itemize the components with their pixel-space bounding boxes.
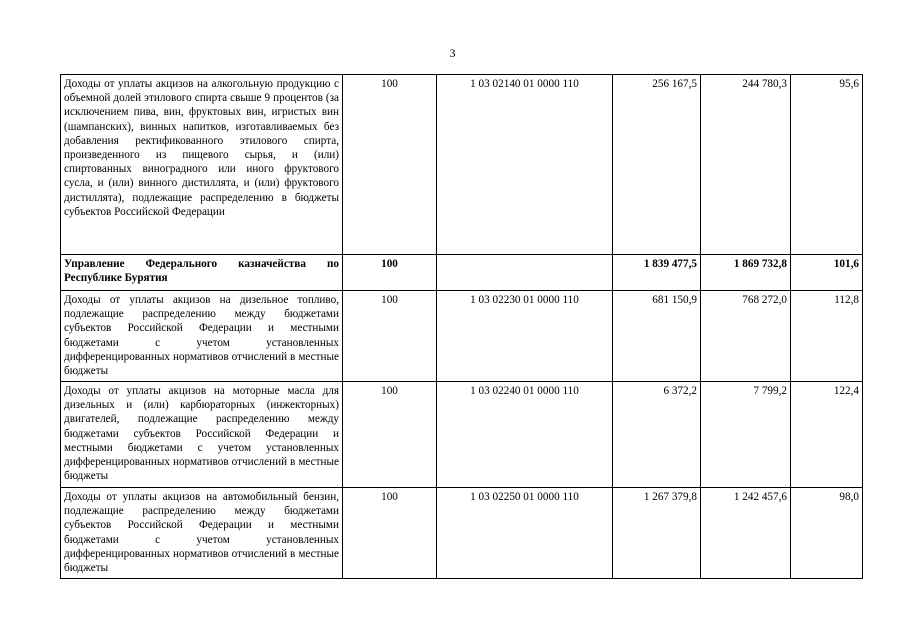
revenue-name-cell: Доходы от уплаты акцизов на дизельное топливо, подлежащие распределению между бюджетами субъектов Российской Федерации и местными бюджетами с учетом установленных дифференцированных нормативов отчислений в местные бюджеты — [61, 291, 343, 382]
execution-percent-cell: 122,4 — [791, 382, 863, 488]
budget-code-cell: 1 03 02230 01 0000 110 — [437, 291, 613, 382]
execution-percent-cell: 98,0 — [791, 488, 863, 579]
revenue-name-cell: Доходы от уплаты акцизов на моторные масла для дизельных и (или) карбюраторных (инжекторных) двигателей, подлежащие распределению между бюджетами субъектов Российской Федерации и местными бюджетами с учетом установленных дифференцированных нормативов отчислений в местные бюджеты — [61, 382, 343, 488]
revenue-name-cell: Доходы от уплаты акцизов на алкогольную продукцию с объемной долей этилового спирта свыше 9 процентов (за исключением пива, вин, фруктовых вин, игристых вин (шампанских), винных напитков, изготавливаемых без добавления ректификованного этилового спирта, произведенного из пищевого сырья, и (или) спиртованных виноградного или иного фруктового сусла, и (или) винного дистиллята, и (или) фруктового дистиллята), подлежащие распределению в бюджеты субъектов Российской Федерации — [61, 75, 343, 255]
budget-code-cell: 1 03 02250 01 0000 110 — [437, 488, 613, 579]
table-row — [61, 382, 863, 488]
revenue-name-cell: Управление Федерального казначейства по Республике Бурятия — [61, 255, 343, 291]
actual-amount-cell: 244 780,3 — [701, 75, 791, 255]
execution-percent-cell: 101,6 — [791, 255, 863, 291]
admin-code-cell: 100 — [343, 488, 437, 579]
revenue-name-cell: Доходы от уплаты акцизов на автомобильный бензин, подлежащие распределению между бюджетами субъектов Российской Федерации и местными бюджетами с учетом установленных дифференцированных нормативов отчислений в местные бюджеты — [61, 488, 343, 579]
page-number: 3 — [449, 46, 456, 60]
execution-percent-cell: 112,8 — [791, 291, 863, 382]
plan-amount-cell: 256 167,5 — [613, 75, 701, 255]
table-row — [61, 255, 863, 291]
table-row — [61, 488, 863, 579]
actual-amount-cell: 7 799,2 — [701, 382, 791, 488]
admin-code-cell: 100 — [343, 382, 437, 488]
plan-amount-cell: 1 839 477,5 — [613, 255, 701, 291]
plan-amount-cell: 681 150,9 — [613, 291, 701, 382]
admin-code-cell: 100 — [343, 255, 437, 291]
budget-code-cell: 1 03 02140 01 0000 110 — [437, 75, 613, 255]
execution-percent-cell: 95,6 — [791, 75, 863, 255]
budget-code-cell — [437, 255, 613, 291]
budget-code-cell: 1 03 02240 01 0000 110 — [437, 382, 613, 488]
actual-amount-cell: 768 272,0 — [701, 291, 791, 382]
actual-amount-cell: 1 869 732,8 — [701, 255, 791, 291]
plan-amount-cell: 6 372,2 — [613, 382, 701, 488]
admin-code-cell: 100 — [343, 75, 437, 255]
table-row — [61, 291, 863, 382]
plan-amount-cell: 1 267 379,8 — [613, 488, 701, 579]
table-row — [61, 75, 863, 255]
revenue-table — [60, 74, 863, 579]
actual-amount-cell: 1 242 457,6 — [701, 488, 791, 579]
admin-code-cell: 100 — [343, 291, 437, 382]
